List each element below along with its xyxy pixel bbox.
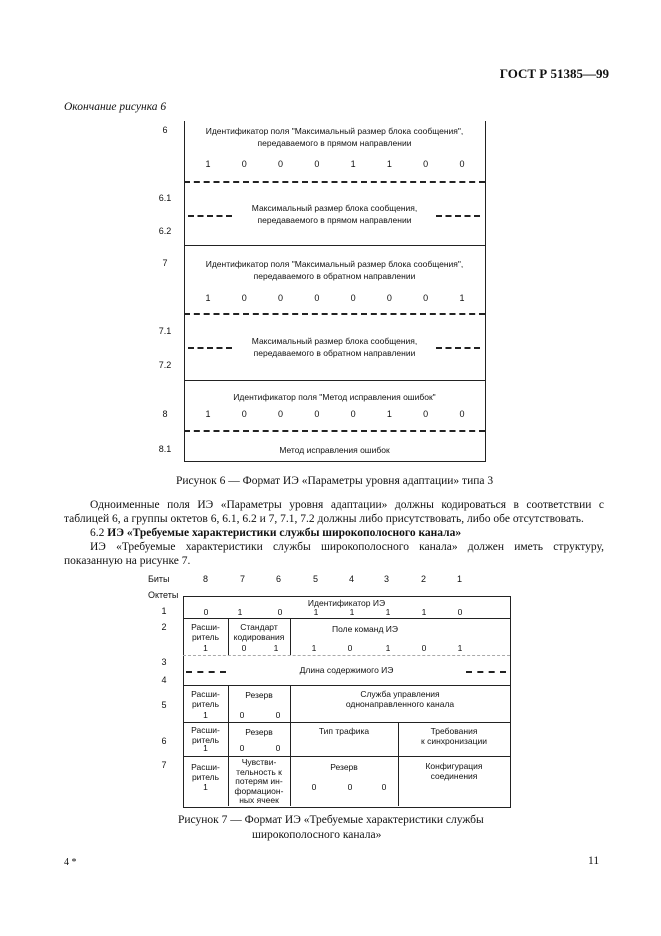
fig6-dashed-divider xyxy=(184,181,485,183)
bit-number: 2 xyxy=(421,574,427,584)
bit-value: 0 xyxy=(347,782,353,792)
fig6-cell-text: Идентификатор поля "Метод исправления ошибок" xyxy=(233,392,436,402)
fig7-row-divider xyxy=(183,722,510,723)
bit-number: 7 xyxy=(240,574,246,584)
bit-number: 3 xyxy=(384,574,390,584)
fig7-row-divider xyxy=(183,756,510,757)
bit-value: 1 xyxy=(237,607,243,617)
fig6-octet-label: 8 xyxy=(162,409,168,419)
fig6-octet-label: 6.1 xyxy=(158,193,172,203)
bit-value: 1 xyxy=(203,743,208,753)
fig6-cell-text: Максимальный размер блока сообщения, передаваемого в прямом направлении xyxy=(251,203,418,225)
sync-requirements-label: Требования к синхронизации xyxy=(421,726,487,746)
bit-value: 1 xyxy=(203,782,208,792)
extension-label: Расши- ритель xyxy=(191,689,220,709)
fig7-dashed-guide xyxy=(183,655,510,656)
bit-value: 1 xyxy=(421,607,427,617)
ie-identifier-title: Идентификатор ИЭ xyxy=(307,598,386,608)
bit-value: 1 xyxy=(311,643,317,653)
fig7-octet-label: 2 xyxy=(161,622,167,632)
extension-label: Расши- ритель xyxy=(191,725,220,745)
bit-value: 1 xyxy=(273,643,279,653)
fig6-cell-text: Идентификатор поля "Максимальный размер блока сообщения", передаваемого в обратном направлении xyxy=(205,259,464,281)
reserve-label: Резерв xyxy=(245,690,273,700)
octets-label: Октеты xyxy=(148,590,179,600)
fig6-cell-text: Максимальный размер блока сообщения, передаваемого в обратном направлении xyxy=(251,336,418,358)
paragraph: Одноименные поля ИЭ «Параметры уровня адаптации» должны кодироваться в соответствии с таблицей 6, а группы октетов 6, 6.1, 6.2 и 7, 7.1, 7.2 должны либо присутствовать, либо обе отсутствовать. xyxy=(64,499,604,525)
extension-label: Расши- ритель xyxy=(191,762,220,782)
bit-value: 0 xyxy=(311,782,317,792)
bit-value: 1 xyxy=(385,643,391,653)
content-length-label: Длина содержимого ИЭ xyxy=(299,665,394,675)
bit-value: 0 xyxy=(421,643,427,653)
connection-config-label: Конфигурация соединения xyxy=(425,761,483,781)
fig7-octet-label: 3 xyxy=(161,657,167,667)
extension-label: Расши- ритель xyxy=(191,622,220,642)
fig6-dashed-divider xyxy=(184,313,485,315)
fig6-bit-row: 1 0 0 0 1 1 0 0 xyxy=(205,159,465,169)
bit-value: 0 xyxy=(457,607,463,617)
bit-value: 1 xyxy=(457,643,463,653)
bit-number: 6 xyxy=(276,574,282,584)
bit-value: 0 xyxy=(241,643,247,653)
fig7-octet-label: 5 xyxy=(161,700,167,710)
bits-label: Биты xyxy=(148,574,170,584)
fig6-bit-row: 1 0 0 0 0 0 0 1 xyxy=(205,293,465,303)
fig6-row-divider xyxy=(184,380,485,381)
fig6-octet-label: 8.1 xyxy=(158,444,172,454)
bit-value: 0 xyxy=(239,710,245,720)
bit-value: 1 xyxy=(203,643,208,653)
fig6-octet-label: 6 xyxy=(162,125,168,135)
fig7-octet-label: 6 xyxy=(161,736,167,746)
fig7-octet-label: 1 xyxy=(161,606,167,616)
fig6-octet-label: 7 xyxy=(162,258,168,268)
fig7-row-divider xyxy=(183,618,510,619)
figure-7-caption: Рисунок 7 — Формат ИЭ «Требуемые характеристики службы xyxy=(178,814,484,826)
fig6-dashed-divider xyxy=(184,430,485,432)
paragraph: ИЭ «Требуемые характеристики службы широкополосного канала» должен иметь структуру, показанную на рисунке 7. xyxy=(64,541,604,567)
bit-value: 1 xyxy=(385,607,391,617)
section-heading: 6.2 ИЭ «Требуемые характеристики службы широкополосного канала» xyxy=(90,527,462,539)
bit-value: 1 xyxy=(349,607,355,617)
cell-loss-sensitivity-label: Чувстви- тельность к потерям ин- формацион- ных ячеек xyxy=(234,757,284,805)
bit-number: 5 xyxy=(313,574,319,584)
bearer-control-label: Служба управления однонаправленного канала xyxy=(345,689,455,709)
bit-number: 8 xyxy=(203,574,209,584)
bit-value: 0 xyxy=(239,743,245,753)
fig6-row-divider xyxy=(184,245,485,246)
bit-value: 0 xyxy=(277,607,283,617)
bit-value: 0 xyxy=(275,743,281,753)
bit-number: 4 xyxy=(349,574,355,584)
figure-7-caption: широкополосного канала» xyxy=(252,829,382,841)
bit-value: 0 xyxy=(347,643,353,653)
fig6-octet-label: 7.1 xyxy=(158,326,172,336)
bit-value: 0 xyxy=(203,607,209,617)
traffic-type-label: Тип трафика xyxy=(318,726,370,736)
figure-continuation: Окончание рисунка 6 xyxy=(64,101,167,113)
bit-number: 1 xyxy=(457,574,463,584)
reserve-label: Резерв xyxy=(245,727,273,737)
fig7-octet-label: 4 xyxy=(161,675,167,685)
standard-number: ГОСТ Р 51385—99 xyxy=(499,66,609,81)
fig6-bit-row: 1 0 0 0 0 1 0 0 xyxy=(205,409,465,419)
page-number: 11 xyxy=(588,855,600,867)
bit-value: 0 xyxy=(275,710,281,720)
fig6-cell-text: Идентификатор поля "Максимальный размер блока сообщения", передаваемого в прямом направлении xyxy=(205,126,464,148)
fig7-row-divider xyxy=(183,685,510,686)
fig7-octet-label: 7 xyxy=(161,760,167,770)
command-field-label: Поле команд ИЭ xyxy=(331,624,399,634)
fig6-octet-label: 6.2 xyxy=(158,226,172,236)
reserve-label: Резерв xyxy=(330,762,358,772)
coding-standard-label: Стандарт кодирования xyxy=(233,622,285,642)
fig6-cell-text: Метод исправления ошибок xyxy=(279,445,390,455)
bit-value: 1 xyxy=(313,607,319,617)
bit-value: 0 xyxy=(381,782,387,792)
footer-signature: 4 * xyxy=(64,857,77,868)
figure-6-caption: Рисунок 6 — Формат ИЭ «Параметры уровня адаптации» типа 3 xyxy=(176,475,494,487)
bit-value: 1 xyxy=(203,710,208,720)
fig6-octet-label: 7.2 xyxy=(158,360,172,370)
